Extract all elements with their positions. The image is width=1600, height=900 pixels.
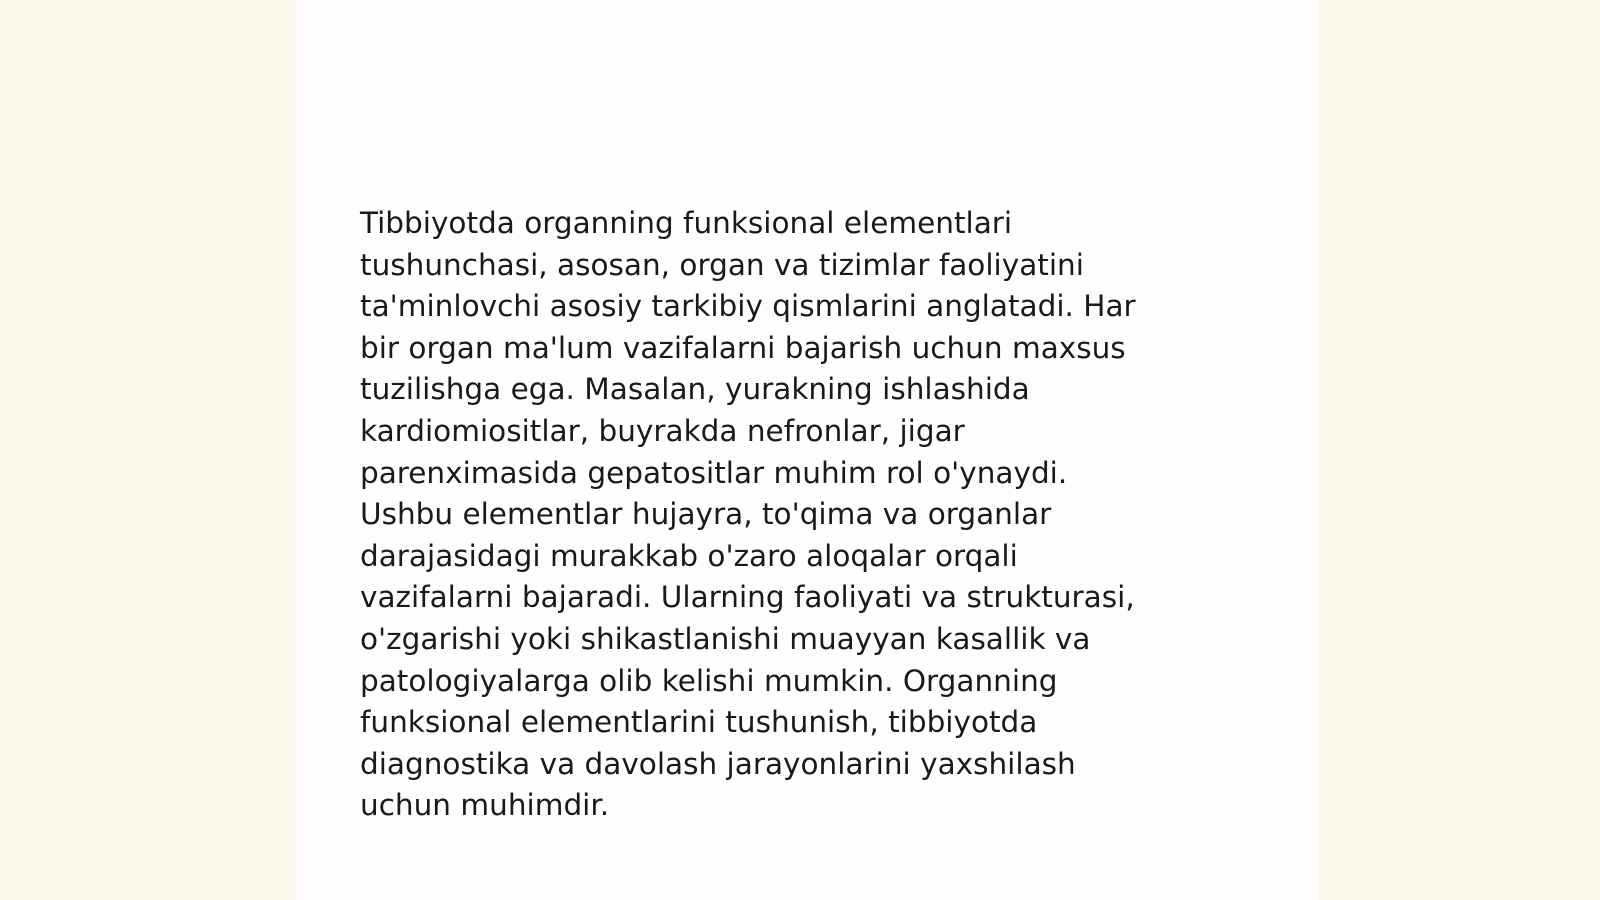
paragraph-line: Tibbiyotda organning funksional elementlari [360,206,1013,240]
page-panel [296,0,1318,900]
body-paragraph [360,203,1260,827]
paragraph-line: o'zgarishi yoki shikastlanishi muayyan kasallik va [360,621,1091,656]
paragraph-line: vazifalarni bajaradi. Ularning faoliyati va strukturasi, [360,580,1135,615]
paragraph-line: bir organ ma'lum vazifalarni bajarish uchun maxsus [360,330,1126,365]
paragraph-line: tuzilishga ega. Masalan, yurakning ishlashida [360,372,1030,407]
paragraph-line: uchun muhimdir. [360,788,610,823]
paragraph-line: parenximasida gepatositlar muhim rol o'ynaydi. [360,455,1068,490]
paragraph-line: Ushbu elementlar hujayra, to'qima va organlar [360,497,1052,532]
paragraph-line: darajasidagi murakkab o'zaro aloqalar orqali [360,538,1018,573]
paragraph-line: kardiomiositlar, buyrakda nefronlar, jigar [360,413,965,448]
paragraph-line: diagnostika va davolash jarayonlarini yaxshilash [360,746,1076,781]
paragraph-line: ta'minlovchi asosiy tarkibiy qismlarini anglatadi. Har [360,289,1136,324]
paragraph-line: tushunchasi, asosan, organ va tizimlar faoliyatini [360,247,1084,282]
paragraph-line: funksional elementlarini tushunish, tibbiyotda [360,705,1038,740]
paragraph-line: patologiyalarga olib kelishi mumkin. Organning [360,663,1058,698]
